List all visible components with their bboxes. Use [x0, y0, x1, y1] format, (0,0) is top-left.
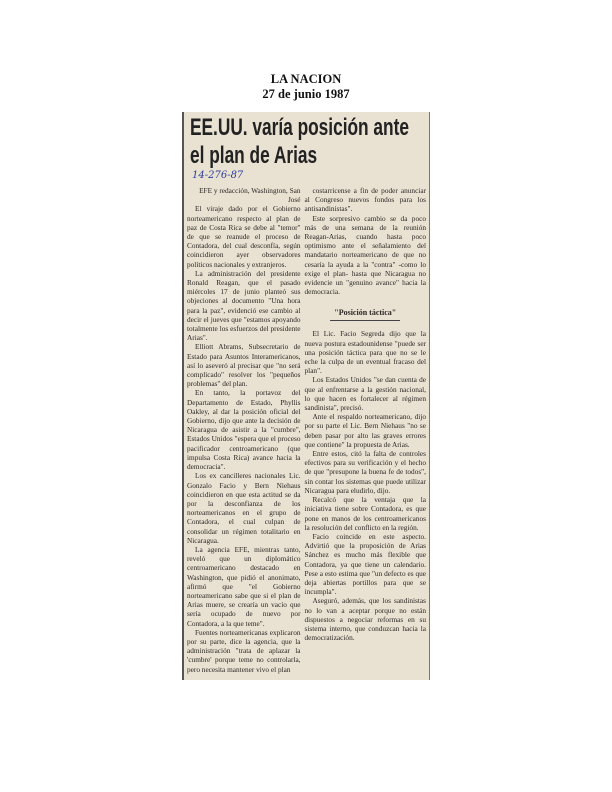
headline: EE.UU. varía posición ante el plan de Arias: [190, 114, 409, 169]
paragraph: Facio coincide en este aspecto. Advirtió que la proposición de Arias Sánchez es mucho más flexible que Contadora, ya que tiene un calendario. Pese a esto estima que "un defecto es que deja abiertas portillos para que se incumpla".: [304, 531, 426, 597]
publication-date: 27 de junio 1987: [262, 87, 350, 101]
paragraph: Este sorpresivo cambio se da poco más de una semana de la reunión Reagan-Arias, cuando hasta poco optimismo ante el señalamiento del mandatario norteamericano de que no cesaría la ayuda a la "contra" -como lo exige el plan- hasta que Nicaragua no evidencie un "genuino avance" hacia la democracia.: [304, 213, 426, 297]
paragraph: En tanto, la portavoz del Departamento de Estado, Phyllis Oakley, al dar la posición oficial del Gobierno, dijo que ante la decisión de Nicaragua de asistir a la "cumbre", Estados Unidos "espera que el proceso pacificador centroamericano (que impulsa Costa Rica) avance hacia la democracia".: [187, 388, 301, 472]
paragraph: Fuentes norteamericanas explicaron por su parte, dice la agencia, que la administración "trata de aplazar la 'cumbre' porque teme no controlarla, pero necesita mantener vivo el plan: [187, 627, 301, 674]
subheading: "Posición táctica": [334, 308, 397, 318]
paragraph: La administración del presidente Ronald Reagan, que el pasado miércoles 17 de junio planteó sus objeciones al documento "Una hora para la paz", evidenció ese cambio al decir el jueves que "estamos apoyando totalmente los esfuerzos del presidente Arias".: [187, 268, 301, 343]
paragraph: Ante el respaldo norteamericano, dijo por su parte el Lic. Bern Niehaus "no se deben pasar por alto las graves errores que contiene" la propuesta de Arias.: [304, 412, 426, 449]
byline: EFE y redacción, Washington, San José: [199, 186, 301, 205]
paragraph: Recalcó que la ventaja que la iniciativa tiene sobre Contadora, es que pone en manos de los centroamericanos la resolución del conflicto en la región.: [304, 495, 426, 532]
paragraph: Los Estados Unidos "se dan cuenta de que al enfrentarse a la gestión nacional, lo que hacen es fortalecer al régimen sandinista", precisó.: [304, 375, 426, 413]
paragraph: Aseguró, además, que los sandinistas no lo van a aceptar porque no están dispuestos a negociar reformas en su sistema interno, que conduzcan hacia la democratización.: [304, 596, 426, 643]
paragraph: La agencia EFE, mientras tanto, reveló que un diplomático centroamericano destacado en Washington, que pidió el anonimato, afirmó que "el Gobierno norteamericano sabe que si el plan de Arias muere, se crearía un vacío que sería ocupado de nuevo por Contadora, a la que teme".: [187, 544, 301, 628]
paragraph: El Lic. Facio Segreda dijo que la nueva postura estadounidense "puede ser una posición táctica para que no se le eche la culpa de un eventual fracaso del plan".: [304, 329, 426, 376]
subheading-rule: [330, 320, 400, 321]
paragraph: Los ex cancilleres nacionales Lic. Gonzalo Facio y Bern Niehaus coincidieron en que esta actitud se da por la desconfianza de los norteamericanos en el grupo de Contadora, el cual culpan de consolidar un régimen totalitario en Nicaragua.: [187, 471, 301, 545]
publication-name: LA NACION: [270, 72, 342, 86]
handwritten-date: 14-276-87: [192, 170, 244, 181]
article-column-1: [187, 186, 301, 674]
article-body: [184, 186, 429, 674]
paragraph: costarricense a fin de poder anunciar al Congreso nuevos fondos para los antisandinistas".: [304, 186, 426, 214]
newspaper-clipping: [182, 112, 430, 680]
paragraph: El viraje dado por el Gobierno norteamericano respecto al plan de paz de Costa Rica se debe al "temor" de que se reanude el proceso de Contadora, del cual desconfía, según coincidieron ayer observadores políticos nacionales y extranjeros.: [187, 204, 301, 269]
article-column-2: [305, 186, 426, 674]
paragraph: Entre estos, citó la falta de controles efectivos para su verificación y el hecho de que "presupone la buena fe de todos", sin contar los sistemas que puede utilizar Nicaragua para eludirlo, dijo.: [304, 449, 426, 495]
paragraph: Elliott Abrams, Subsecretario de Estado para Asuntos Interamericanos, así lo aseveró al precisar que "no será complicado" resolver los "pequeños problemas" del plan.: [187, 342, 301, 389]
